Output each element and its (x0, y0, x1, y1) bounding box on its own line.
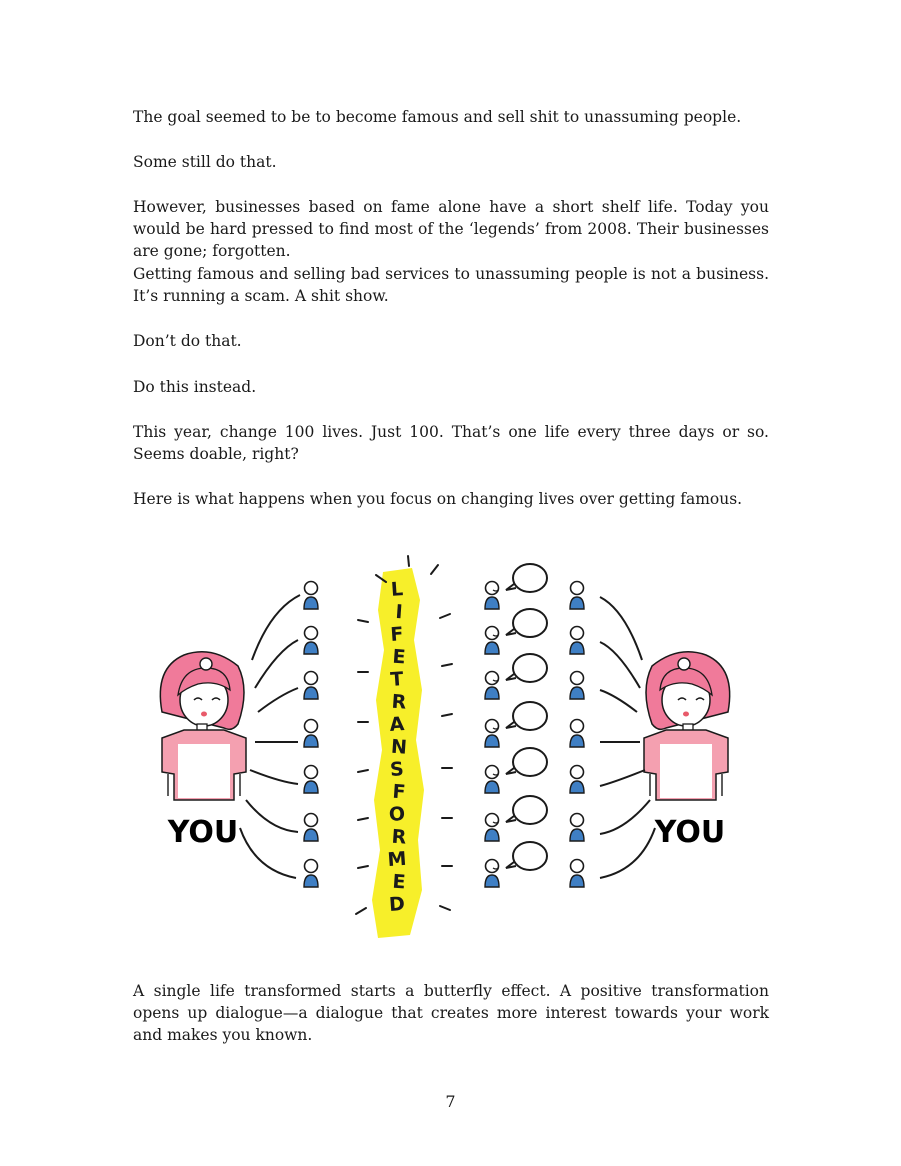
page-number: 7 (445, 1092, 456, 1111)
person-head (305, 627, 318, 640)
person-body (485, 687, 499, 699)
burst-tick (440, 614, 450, 618)
person-body (570, 829, 584, 841)
person-icon (304, 860, 318, 888)
person-body (570, 597, 584, 609)
paragraph-6: Do this instead. (133, 378, 257, 396)
burst-tick (440, 906, 450, 910)
person-icon (304, 672, 318, 700)
people-column-left (304, 582, 318, 888)
paragraph-3: However, businesses based on fame alone have a short shelf life. Today you would be hard pressed to find most of the ‘legends’ from 2008. Their businesses are gone; forgotten. (133, 198, 769, 260)
person-body (304, 642, 318, 654)
paragraph-2: Some still do that. (133, 153, 277, 171)
burst-tick (358, 620, 368, 622)
banner-letter: T (389, 668, 405, 691)
burst-tick (408, 556, 409, 566)
person-head (571, 627, 584, 640)
speech-bubble (513, 842, 547, 870)
banner-letter: E (391, 870, 407, 894)
people-column-right (570, 582, 584, 888)
person-icon (570, 720, 584, 748)
burst-tick (358, 770, 368, 772)
person-icon (304, 627, 318, 655)
speech-bubble (513, 654, 547, 682)
person-icon (304, 766, 318, 794)
person-body (304, 781, 318, 793)
person-body (570, 781, 584, 793)
connection-curve (600, 642, 640, 688)
burst-tick (358, 866, 368, 868)
banner-letter: R (390, 825, 408, 849)
person-head (571, 814, 584, 827)
shirt-front (178, 744, 230, 798)
burst-tick (442, 714, 452, 716)
person-head (571, 766, 584, 779)
person-icon (570, 860, 584, 888)
connection-curve (600, 828, 655, 878)
hair-bun (678, 658, 690, 670)
speech-bubble (513, 564, 547, 592)
person-body (570, 875, 584, 887)
person-icon (485, 582, 499, 610)
person-head (305, 766, 318, 779)
woman-left-figure (160, 652, 246, 800)
person-body (485, 781, 499, 793)
paragraph-9: A single life transformed starts a butterfly effect. A positive transformation opens up dialogue—a dialogue that creates more interest towards your work and makes you known. (133, 982, 769, 1044)
person-body (304, 687, 318, 699)
banner-letter: A (388, 713, 406, 736)
person-icon (485, 627, 499, 655)
person-head (486, 766, 499, 779)
paragraph-8: Here is what happens when you focus on changing lives over getting famous. (133, 490, 743, 508)
person-head (486, 860, 499, 873)
person-body (304, 829, 318, 841)
person-head (571, 720, 584, 733)
person-icon (570, 672, 584, 700)
connection-curve (600, 800, 650, 834)
person-body (304, 875, 318, 887)
burst-tick (442, 664, 452, 666)
speech-bubbles (506, 564, 547, 870)
person-head (571, 672, 584, 685)
paragraph-1: The goal seemed to be to become famous and sell shit to unassuming people. (133, 108, 742, 126)
you-label-right: YOU (654, 815, 726, 850)
person-body (485, 735, 499, 747)
connection-curve (240, 828, 296, 878)
banner-letter: M (386, 847, 408, 872)
banner-letter: F (391, 780, 407, 804)
person-body (304, 735, 318, 747)
connection-curve (258, 688, 298, 712)
connection-curve (252, 595, 300, 660)
person-icon (570, 582, 584, 610)
connection-curve (600, 690, 637, 712)
speech-bubble (513, 609, 547, 637)
person-body (485, 597, 499, 609)
banner-letter: N (390, 735, 408, 759)
person-head (305, 582, 318, 595)
banner-letter: R (390, 690, 408, 714)
woman-right-figure (644, 652, 730, 800)
person-icon (485, 720, 499, 748)
person-icon (570, 814, 584, 842)
person-head (571, 860, 584, 873)
banner-letter: E (391, 645, 407, 669)
you-label-left: YOU (167, 815, 239, 850)
paragraph-4: Getting famous and selling bad services to unassuming people is not a business. It’s running a scam. A shit show. (133, 265, 769, 305)
burst-tick (358, 818, 368, 820)
person-body (570, 687, 584, 699)
people-column-talking (485, 582, 499, 888)
person-head (305, 720, 318, 733)
person-head (486, 720, 499, 733)
person-icon (485, 672, 499, 700)
person-body (304, 597, 318, 609)
person-head (486, 627, 499, 640)
connection-curve (255, 640, 298, 688)
person-icon (485, 814, 499, 842)
person-body (570, 642, 584, 654)
person-body (485, 642, 499, 654)
person-icon (304, 582, 318, 610)
person-body (570, 735, 584, 747)
shirt-front (660, 744, 712, 798)
person-icon (570, 627, 584, 655)
connection-lines-left (240, 595, 300, 878)
person-icon (485, 860, 499, 888)
person-head (305, 672, 318, 685)
speech-bubble (513, 796, 547, 824)
banner-letter: L (390, 578, 404, 601)
mouth (683, 712, 689, 717)
banner-letter: S (389, 758, 405, 781)
speech-bubble (513, 748, 547, 776)
banner-letter: F (389, 623, 405, 646)
paragraph-5: Don’t do that. (133, 332, 242, 350)
person-icon (485, 766, 499, 794)
speech-bubble (513, 702, 547, 730)
person-head (486, 582, 499, 595)
hair-bun (200, 658, 212, 670)
banner-letter: I (394, 600, 404, 624)
person-body (485, 875, 499, 887)
paragraph-7: This year, change 100 lives. Just 100. That’s one life every three days or so. Seems doable, right? (133, 423, 769, 463)
person-icon (570, 766, 584, 794)
connection-curve (600, 597, 642, 660)
person-icon (304, 720, 318, 748)
person-head (486, 814, 499, 827)
person-head (486, 672, 499, 685)
person-head (571, 582, 584, 595)
connection-curve (600, 770, 645, 786)
mouth (201, 712, 207, 717)
person-icon (304, 814, 318, 842)
banner-letter: O (388, 802, 406, 827)
connection-curve (250, 770, 298, 784)
person-head (305, 814, 318, 827)
person-head (305, 860, 318, 873)
person-body (485, 829, 499, 841)
banner-letter: D (388, 892, 406, 917)
connection-curve (246, 800, 298, 832)
burst-tick (431, 565, 438, 574)
burst-tick (356, 908, 366, 914)
